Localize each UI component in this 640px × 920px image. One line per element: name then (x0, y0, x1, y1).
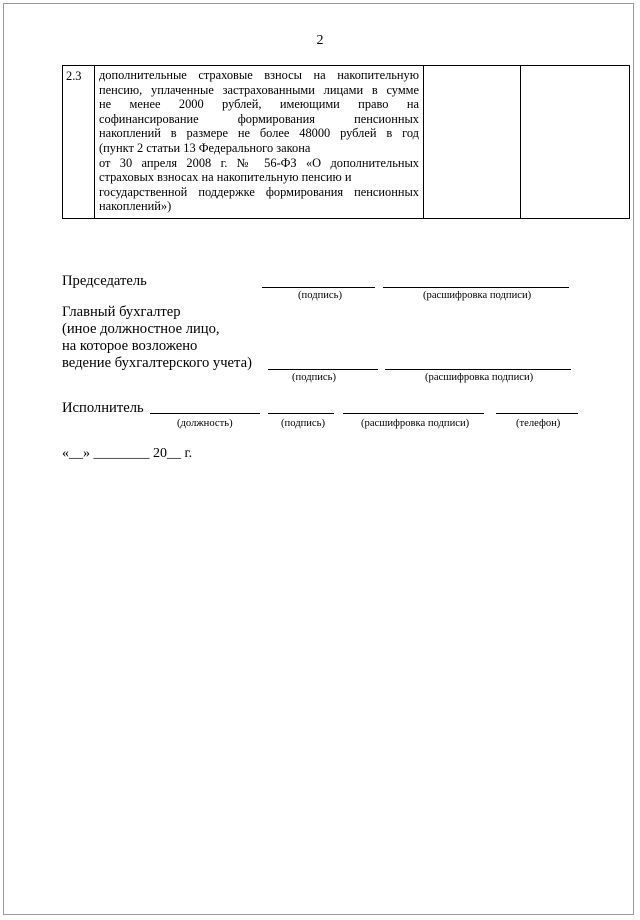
row-number-cell: 2.3 (63, 66, 95, 219)
executor-label: Исполнитель (62, 400, 144, 416)
chairman-decoding-hint: (расшифровка подписи) (423, 290, 532, 301)
chief-accountant-label-line: Главный бухгалтер (62, 304, 181, 320)
chairman-decoding-line (383, 287, 569, 288)
executor-position-hint: (должность) (177, 418, 233, 429)
value-cell (424, 66, 521, 219)
executor-phone-line (496, 413, 578, 414)
executor-decoding-line (343, 413, 484, 414)
text-line: пенсию, уплаченные застрахованными лицами в сумме (99, 82, 419, 97)
executor-decoding-hint: (расшифровка подписи) (361, 418, 470, 429)
table-row (63, 66, 630, 219)
report-table (62, 65, 630, 219)
accountant-decoding-line (385, 369, 571, 370)
executor-signature-hint: (подпись) (281, 418, 325, 429)
text-line: страховых взносах на накопительную пенсию и (99, 170, 352, 185)
chairman-label: Председатель (62, 273, 147, 289)
accountant-decoding-hint: (расшифровка подписи) (425, 372, 534, 383)
accountant-signature-line (268, 369, 378, 370)
accountant-signature-hint: (подпись) (292, 372, 336, 383)
value-cell (521, 66, 630, 219)
row-text-cell (95, 66, 424, 219)
chairman-signature-hint: (подпись) (298, 290, 342, 301)
chairman-signature-line (262, 287, 375, 288)
page-number: 2 (316, 33, 324, 48)
executor-phone-hint: (телефон) (516, 418, 561, 429)
text-line: от 30 апреля 2008 г. № 56-ФЗ «О дополнительных (99, 155, 419, 170)
chief-accountant-label-line: (иное должностное лицо, (62, 321, 220, 337)
text-line: государственной поддержке формирования пенсионных (99, 184, 419, 199)
text-line: дополнительные страховые взносы на накопительную (99, 68, 419, 82)
text-line: накоплений в размере не более 48000 рублей в год (99, 126, 419, 141)
text-line: не менее 2000 рублей, имеющими право на (99, 97, 419, 112)
executor-signature-line (268, 413, 334, 414)
chief-accountant-label-line: ведение бухгалтерского учета) (62, 355, 252, 371)
text-line: накоплений») (99, 199, 172, 214)
executor-position-line (150, 413, 260, 414)
chief-accountant-label-line: на которое возложено (62, 338, 198, 354)
date-line: «__» ________ 20__ г. (62, 446, 193, 461)
text-line: софинансирование формирования пенсионных (99, 111, 419, 126)
text-line: (пункт 2 статьи 13 Федерального закона (99, 140, 311, 155)
